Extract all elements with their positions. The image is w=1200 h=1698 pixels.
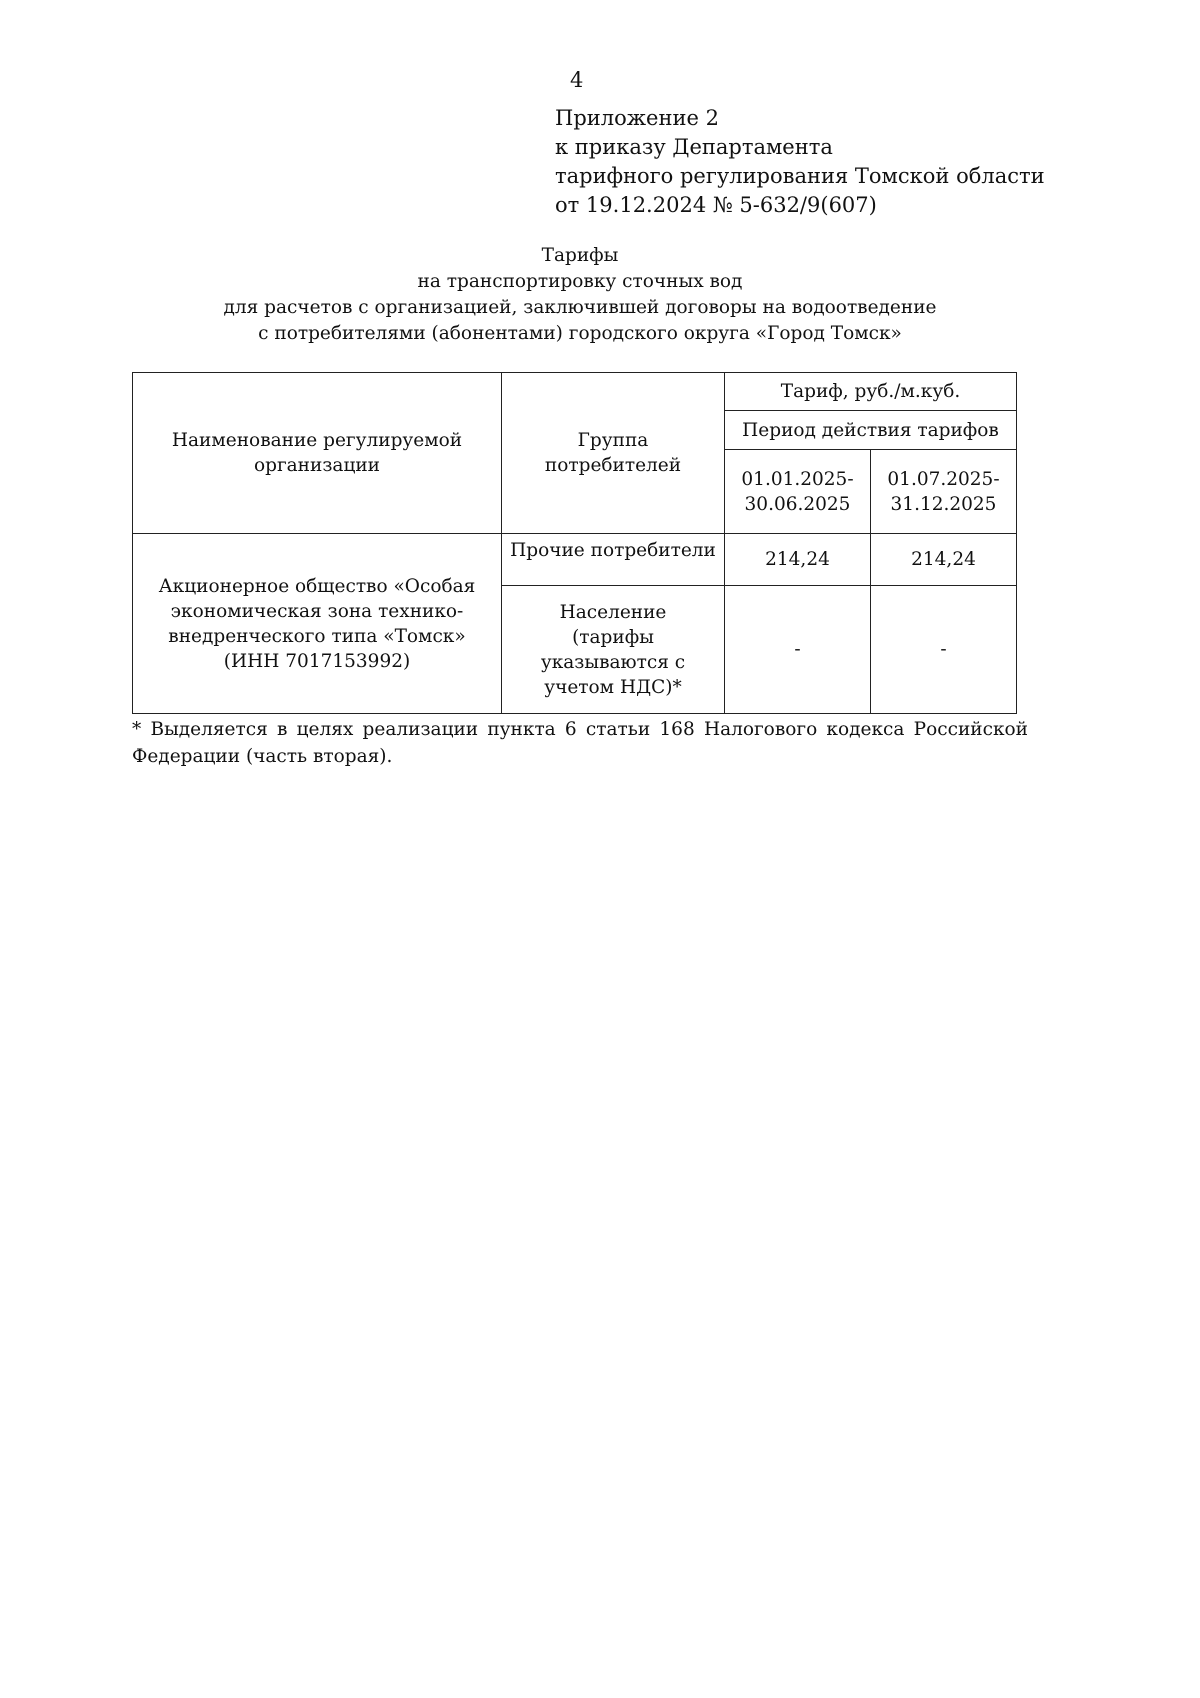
consumer-group-cell: Прочие потребители	[502, 534, 725, 586]
header-period-1: 01.01.2025-30.06.2025	[725, 450, 871, 534]
appendix-header	[555, 104, 1045, 220]
tariff-value-cell: -	[871, 586, 1017, 714]
header-period: Период действия тарифов	[725, 411, 1017, 450]
header-period-2: 01.07.2025-31.12.2025	[871, 450, 1017, 534]
table-row	[133, 534, 1017, 586]
title-line-3: для расчетов с организацией, заключившей договоры на водоотведение	[223, 297, 937, 318]
appendix-line-4: от 19.12.2024 № 5-632/9(607)	[555, 193, 877, 217]
tariff-value-cell: 214,24	[725, 534, 871, 586]
appendix-line-2: к приказу Департамента	[555, 135, 833, 159]
consumer-group-cell: Население (тарифы указываются с учетом НДС)*	[502, 586, 725, 714]
header-tariff: Тариф, руб./м.куб.	[725, 373, 1017, 411]
title-line-1: Тарифы	[541, 245, 619, 266]
document-title	[132, 243, 1028, 347]
appendix-line-3: тарифного регулирования Томской области	[555, 164, 1045, 188]
organization-name: Акционерное общество «Особая экономическая зона технико-внедренческого типа «Томск» (ИНН 7017153992)	[133, 534, 502, 714]
footnote: * Выделяется в целях реализации пункта 6 статьи 168 Налогового кодекса Российской Федерации (часть вторая).	[132, 719, 1028, 767]
table-header-row	[133, 373, 1017, 411]
title-line-2: на транспортировку сточных вод	[417, 271, 743, 292]
tariff-value-cell: -	[725, 586, 871, 714]
tariff-value-cell: 214,24	[871, 534, 1017, 586]
appendix-line-1: Приложение 2	[555, 106, 719, 130]
title-line-4: с потребителями (абонентами) городского округа «Город Томск»	[258, 323, 902, 344]
tariff-table	[132, 372, 1017, 714]
header-org-name: Наименование регулируемой организации	[133, 373, 502, 534]
page-number: 4	[570, 68, 584, 92]
header-consumer-group: Группа потребителей	[502, 373, 725, 534]
